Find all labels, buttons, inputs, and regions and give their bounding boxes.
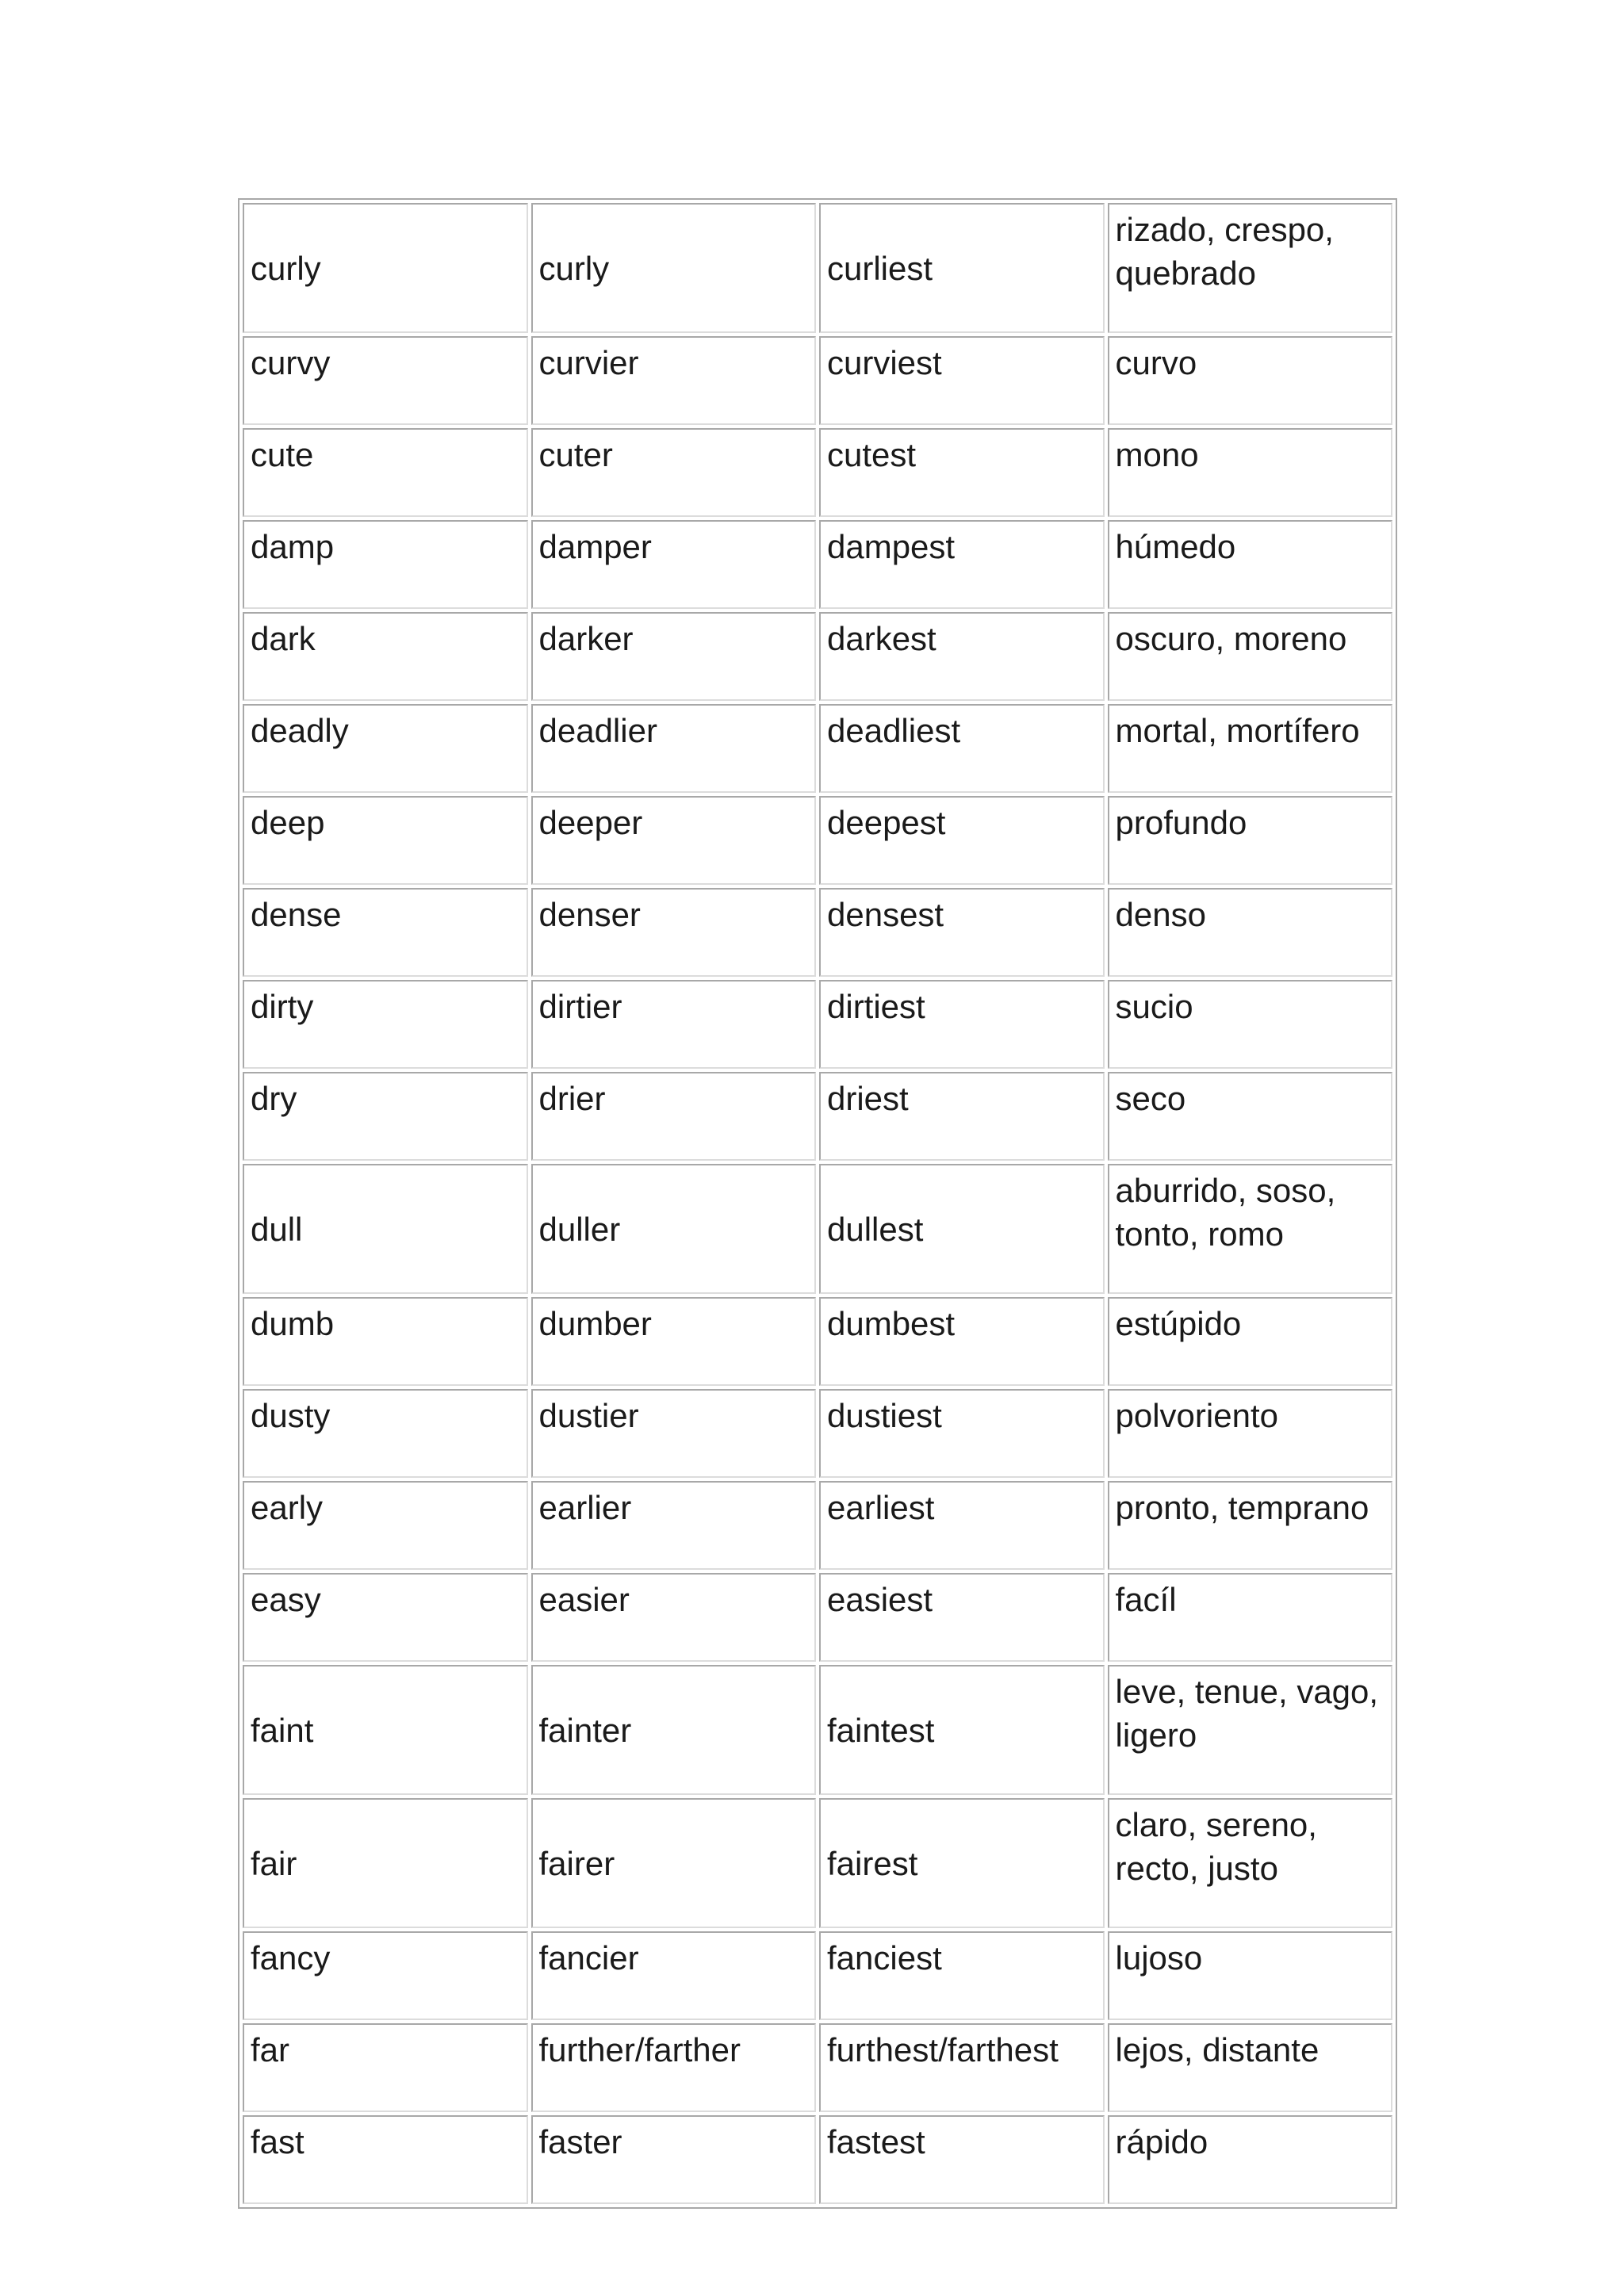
translation-cell: claro, sereno, recto, justo bbox=[1108, 1798, 1393, 1928]
table-row bbox=[243, 888, 1392, 977]
table-row bbox=[243, 796, 1392, 885]
superlative-cell: curliest bbox=[819, 203, 1105, 333]
comparative-cell: fairer bbox=[531, 1798, 817, 1928]
comparative-cell: dustier bbox=[531, 1389, 817, 1478]
translation-cell: denso bbox=[1108, 888, 1393, 977]
positive-cell: curvy bbox=[243, 336, 528, 425]
positive-cell: early bbox=[243, 1481, 528, 1570]
translation-cell: facíl bbox=[1108, 1573, 1393, 1662]
positive-cell: damp bbox=[243, 520, 528, 609]
positive-cell: dumb bbox=[243, 1297, 528, 1386]
positive-cell: easy bbox=[243, 1573, 528, 1662]
table-row bbox=[243, 1072, 1392, 1161]
translation-cell: lujoso bbox=[1108, 1931, 1393, 2020]
translation-cell: estúpido bbox=[1108, 1297, 1393, 1386]
table-row bbox=[243, 980, 1392, 1069]
superlative-cell: deepest bbox=[819, 796, 1105, 885]
table-row bbox=[243, 2115, 1392, 2204]
positive-cell: dull bbox=[243, 1164, 528, 1294]
comparative-cell: faster bbox=[531, 2115, 817, 2204]
comparative-cell: dirtier bbox=[531, 980, 817, 1069]
comparative-cell: deeper bbox=[531, 796, 817, 885]
translation-cell: aburrido, soso, tonto, romo bbox=[1108, 1164, 1393, 1294]
table-row bbox=[243, 1665, 1392, 1795]
table-row bbox=[243, 1389, 1392, 1478]
comparative-cell: denser bbox=[531, 888, 817, 977]
superlative-cell: driest bbox=[819, 1072, 1105, 1161]
superlative-cell: fairest bbox=[819, 1798, 1105, 1928]
superlative-cell: dirtiest bbox=[819, 980, 1105, 1069]
positive-cell: faint bbox=[243, 1665, 528, 1795]
translation-cell: sucio bbox=[1108, 980, 1393, 1069]
superlative-cell: dustiest bbox=[819, 1389, 1105, 1478]
comparative-cell: curvier bbox=[531, 336, 817, 425]
translation-cell: lejos, distante bbox=[1108, 2023, 1393, 2112]
table-row bbox=[243, 1164, 1392, 1294]
comparative-cell: duller bbox=[531, 1164, 817, 1294]
superlative-cell: curviest bbox=[819, 336, 1105, 425]
comparative-cell: fainter bbox=[531, 1665, 817, 1795]
comparative-cell: drier bbox=[531, 1072, 817, 1161]
superlative-cell: fanciest bbox=[819, 1931, 1105, 2020]
translation-cell: leve, tenue, vago, ligero bbox=[1108, 1665, 1393, 1795]
table-row bbox=[243, 1297, 1392, 1386]
superlative-cell: densest bbox=[819, 888, 1105, 977]
positive-cell: deep bbox=[243, 796, 528, 885]
table-row bbox=[243, 1481, 1392, 1570]
translation-cell: seco bbox=[1108, 1072, 1393, 1161]
superlative-cell: darkest bbox=[819, 612, 1105, 701]
superlative-cell: deadliest bbox=[819, 704, 1105, 793]
superlative-cell: faintest bbox=[819, 1665, 1105, 1795]
table-body bbox=[243, 203, 1392, 2204]
translation-cell: rizado, crespo, quebrado bbox=[1108, 203, 1393, 333]
translation-cell: húmedo bbox=[1108, 520, 1393, 609]
positive-cell: deadly bbox=[243, 704, 528, 793]
positive-cell: cute bbox=[243, 428, 528, 517]
positive-cell: dirty bbox=[243, 980, 528, 1069]
translation-cell: mono bbox=[1108, 428, 1393, 517]
comparative-cell: dumber bbox=[531, 1297, 817, 1386]
positive-cell: fancy bbox=[243, 1931, 528, 2020]
translation-cell: rápido bbox=[1108, 2115, 1393, 2204]
positive-cell: dusty bbox=[243, 1389, 528, 1478]
table-row bbox=[243, 428, 1392, 517]
comparative-cell: further/farther bbox=[531, 2023, 817, 2112]
positive-cell: fast bbox=[243, 2115, 528, 2204]
comparative-cell: easier bbox=[531, 1573, 817, 1662]
translation-cell: oscuro, moreno bbox=[1108, 612, 1393, 701]
superlative-cell: earliest bbox=[819, 1481, 1105, 1570]
superlative-cell: easiest bbox=[819, 1573, 1105, 1662]
positive-cell: curly bbox=[243, 203, 528, 333]
translation-cell: polvoriento bbox=[1108, 1389, 1393, 1478]
table-row bbox=[243, 1931, 1392, 2020]
comparative-cell: fancier bbox=[531, 1931, 817, 2020]
table-row bbox=[243, 1798, 1392, 1928]
table-row bbox=[243, 2023, 1392, 2112]
table-row bbox=[243, 1573, 1392, 1662]
comparative-cell: curly bbox=[531, 203, 817, 333]
translation-cell: pronto, temprano bbox=[1108, 1481, 1393, 1570]
translation-cell: profundo bbox=[1108, 796, 1393, 885]
positive-cell: far bbox=[243, 2023, 528, 2112]
positive-cell: dry bbox=[243, 1072, 528, 1161]
table-row bbox=[243, 704, 1392, 793]
comparative-cell: cuter bbox=[531, 428, 817, 517]
superlative-cell: dampest bbox=[819, 520, 1105, 609]
superlative-cell: fastest bbox=[819, 2115, 1105, 2204]
translation-cell: mortal, mortífero bbox=[1108, 704, 1393, 793]
comparative-cell: deadlier bbox=[531, 704, 817, 793]
comparative-cell: earlier bbox=[531, 1481, 817, 1570]
table-row bbox=[243, 203, 1392, 333]
table-row bbox=[243, 336, 1392, 425]
positive-cell: dense bbox=[243, 888, 528, 977]
superlative-cell: cutest bbox=[819, 428, 1105, 517]
positive-cell: fair bbox=[243, 1798, 528, 1928]
comparative-cell: darker bbox=[531, 612, 817, 701]
superlative-cell: furthest/farthest bbox=[819, 2023, 1105, 2112]
adjective-comparison-table bbox=[238, 198, 1397, 2209]
translation-cell: curvo bbox=[1108, 336, 1393, 425]
superlative-cell: dumbest bbox=[819, 1297, 1105, 1386]
table-row bbox=[243, 612, 1392, 701]
comparative-cell: damper bbox=[531, 520, 817, 609]
superlative-cell: dullest bbox=[819, 1164, 1105, 1294]
positive-cell: dark bbox=[243, 612, 528, 701]
table-row bbox=[243, 520, 1392, 609]
